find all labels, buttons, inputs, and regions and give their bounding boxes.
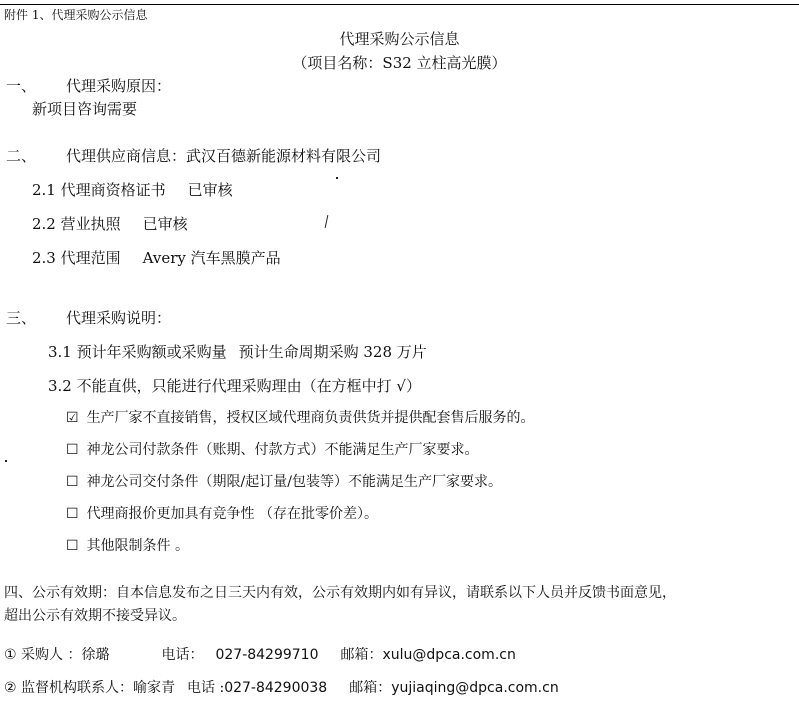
reason-option bbox=[66, 503, 378, 523]
item-label: 2.2 营业执照 bbox=[32, 215, 121, 233]
phone-label: 电话： bbox=[161, 647, 204, 663]
section2-number: 二、 bbox=[6, 147, 37, 165]
option-text: 其他限制条件 。 bbox=[86, 538, 190, 554]
section3-number: 三、 bbox=[6, 309, 37, 327]
phone-number: 027-84290038 bbox=[224, 680, 328, 696]
option-text: 代理商报价更加具有竞争性 （存在批零价差）。 bbox=[86, 506, 379, 522]
item-value: 已审核 bbox=[187, 181, 233, 199]
phone-label: 电话 : bbox=[187, 680, 225, 696]
validity-line-1: 四、公示有效期：自本信息发布之日三天内有效，公示有效期内如有异议，请联系以下人员并反馈书面意见， bbox=[4, 585, 676, 601]
top-border-line bbox=[0, 4, 799, 5]
supplier-item bbox=[32, 247, 281, 268]
scan-speck bbox=[325, 215, 329, 228]
contact-role: 监督机构联系人：喻家青 bbox=[21, 680, 176, 696]
section3-heading: 代理采购说明： bbox=[66, 309, 172, 327]
attachment-note: 附件 1、代理采购公示信息 bbox=[4, 8, 148, 22]
section1-body: 新项目咨询需要 bbox=[32, 100, 138, 118]
checkbox-empty-icon: ☐ bbox=[66, 442, 79, 458]
email-address[interactable]: yujiaqing@dpca.com.cn bbox=[391, 680, 559, 696]
checkbox-empty-icon: ☐ bbox=[66, 474, 79, 490]
email-label: 邮箱： bbox=[340, 647, 383, 663]
scan-speck bbox=[336, 177, 338, 179]
item-value: Avery 汽车黑膜产品 bbox=[142, 249, 281, 267]
project-name: （项目名称：S32 立柱高光膜） bbox=[292, 54, 507, 72]
checkbox-checked-icon: ☑ bbox=[66, 410, 79, 426]
supplier-item bbox=[32, 179, 233, 200]
email-address[interactable]: xulu@dpca.com.cn bbox=[382, 647, 516, 663]
section2-heading: 代理供应商信息：武汉百德新能源材料有限公司 bbox=[66, 147, 382, 165]
item-label: 2.3 代理范围 bbox=[32, 249, 121, 267]
option-text: 生产厂家不直接销售，授权区域代理商负责供货并提供配套售后服务的。 bbox=[86, 410, 535, 426]
annual-purchase-line bbox=[48, 341, 427, 362]
checkbox-empty-icon: ☐ bbox=[66, 506, 79, 522]
email-label: 邮箱： bbox=[349, 680, 392, 696]
option-text: 神龙公司交付条件（期限/起订量/包装等）不能满足生产厂家要求。 bbox=[86, 474, 502, 490]
section1-heading: 代理采购原因： bbox=[66, 77, 172, 95]
reason-option bbox=[66, 471, 502, 491]
supplier-item bbox=[32, 213, 188, 234]
scan-speck bbox=[5, 460, 7, 462]
validity-line-2: 超出公示有效期不接受异议。 bbox=[4, 608, 186, 624]
reason-option bbox=[66, 535, 189, 555]
checkbox-empty-icon: ☐ bbox=[66, 538, 79, 554]
phone-number: 027-84299710 bbox=[215, 647, 319, 663]
option-text: 神龙公司付款条件（账期、付款方式）不能满足生产厂家要求。 bbox=[86, 442, 479, 458]
contact-row-purchaser bbox=[4, 644, 516, 664]
reason-heading: 3.2 不能直供，只能进行代理采购理由（在方框中打 √） bbox=[48, 377, 421, 395]
contact-role: 采购人 ：徐璐 bbox=[21, 647, 110, 663]
item-label: 2.1 代理商资格证书 bbox=[32, 181, 166, 199]
circled-one-icon: ① bbox=[4, 647, 17, 663]
document-title: 代理采购公示信息 bbox=[339, 30, 460, 48]
item-value: 已审核 bbox=[142, 215, 188, 233]
reason-option bbox=[66, 407, 535, 427]
circled-two-icon: ② bbox=[4, 680, 17, 696]
contact-row-supervisor bbox=[4, 677, 559, 697]
section1-number: 一、 bbox=[6, 77, 37, 95]
purchase-label: 3.1 预计年采购额或采购量 bbox=[48, 343, 227, 361]
purchase-value: 预计生命周期采购 328 万片 bbox=[238, 343, 427, 361]
reason-option bbox=[66, 439, 479, 459]
